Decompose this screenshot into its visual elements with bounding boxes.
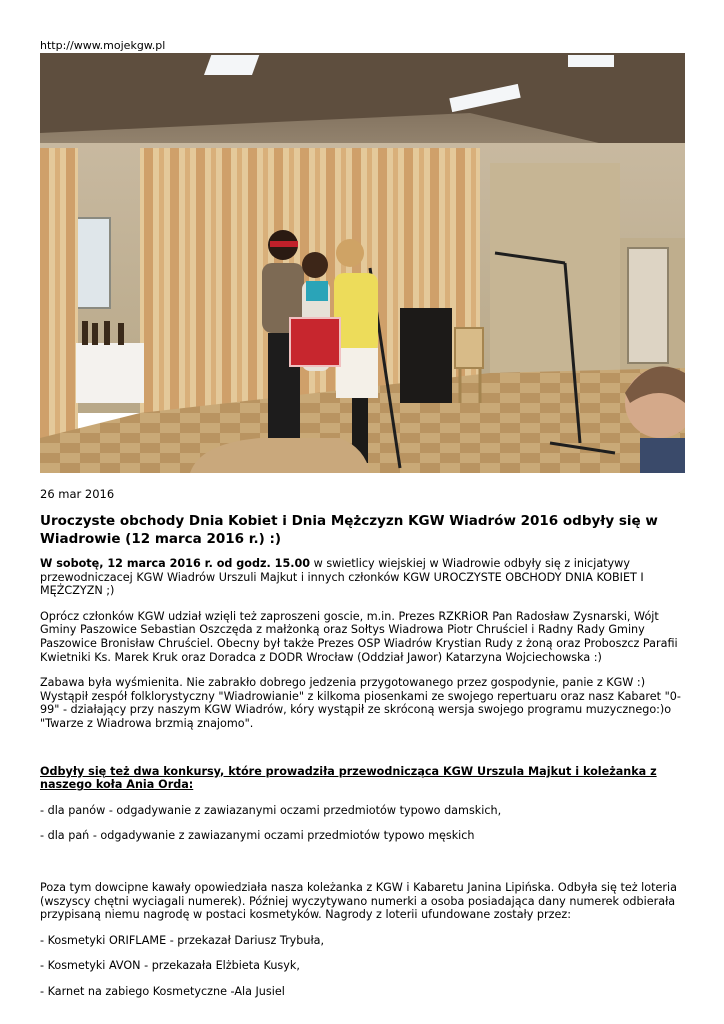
prize-voucher: - Karnet na zabiego Kosmetyczne -Ala Jusiel bbox=[40, 984, 285, 998]
article-date: 26 mar 2016 bbox=[40, 487, 115, 501]
intro-bold: W sobotę, 12 marca 2016 r. od godz. 15.00 bbox=[40, 557, 311, 570]
intro-text: w swietlicy wiejskiej w Wiadrowie odbyły się z inicjatywy przewodniczacej KGW Wiadrów Urszuli Majkut i innych członków KGW UROCZYSTE OBCHODY DNIA KOBIET I MĘŻCZYZN ;) bbox=[40, 557, 644, 598]
event-photo bbox=[40, 53, 685, 473]
paragraph-intro bbox=[40, 557, 685, 598]
prize-oriflame: - Kosmetyki ORIFLAME - przekazał Dariusz Trybuła, bbox=[40, 933, 325, 947]
prize-avon: - Kosmetyki AVON - przekazała Elżbieta Kusyk, bbox=[40, 959, 300, 973]
paragraph-guests: Oprócz członków KGW udział wzięli też zaproszeni goscie, m.in. Prezes RZKRiOR Pan Radosław Zysnarski, Wójt Gminy Paszowice Sebastian Oszczęda z małżonką oraz Sołtys Wiadrowa Piotr Chruściel i Radny Rady Gminy Paszowice Bronisław Chruściel. Obecny był także Prezes OSP Wiadrów Krystian Rudy z żoną oraz Proboszcz Parafii Kwietniki Ks. Marek Kruk oraz Doradca z DODR Wrocław (Oddział Jawor) Katarzyna Wojciechowska :) bbox=[40, 609, 678, 664]
article-title: Uroczyste obchody Dnia Kobiet i Dnia Mężczyzn KGW Wiadrów 2016 odbyły się w Wiadrowie (12 marca 2016 r.) :) bbox=[40, 513, 658, 547]
contest-men: - dla panów - odgadywanie z zawiazanymi oczami przedmiotów typowo damskich, bbox=[40, 803, 502, 817]
contest-women: - dla pań - odgadywanie z zawiazanymi oczami przedmiotów typowo męskich bbox=[40, 829, 475, 843]
paragraph-contests-heading: Odbyły się też dwa konkursy, które prowadziła przewodnicząca KGW Urszula Majkut i koleżanka z naszego koła Ania Orda: bbox=[40, 764, 657, 792]
source-url: http://www.mojekgw.pl bbox=[40, 39, 166, 52]
article-body bbox=[40, 557, 685, 1010]
paragraph-party: Zabawa była wyśmienita. Nie zabrakło dobrego jedzenia przygotowanego przez gospodynie, panie z KGW :) Wystąpił zespół folklorystyczny "Wiadrowianie" z kilkoma piosenkami ze swojego repertuaru oraz nasz Kabaret "0-99" - działający przy naszym KGW Wiadrów, kóry wystąpił ze skróconą wersja swojego programu muzycznego:)o "Twarze z Wiadrowa brzmią znajomo". bbox=[40, 676, 681, 730]
paragraph-lottery: Poza tym dowcipne kawały opowiedziała nasza koleżanka z KGW i Kabaretu Janina Lipińska. Odbyła się też loteria (wszyscy chętni wyciagali numerek). Później wyczytywano numerki a osoba posiadająca dany numerek odbierała przypisaną niemu nagrodę w postaci kosmetyków. Nagrody z loterii ufundowane zostały przez: bbox=[40, 880, 677, 922]
